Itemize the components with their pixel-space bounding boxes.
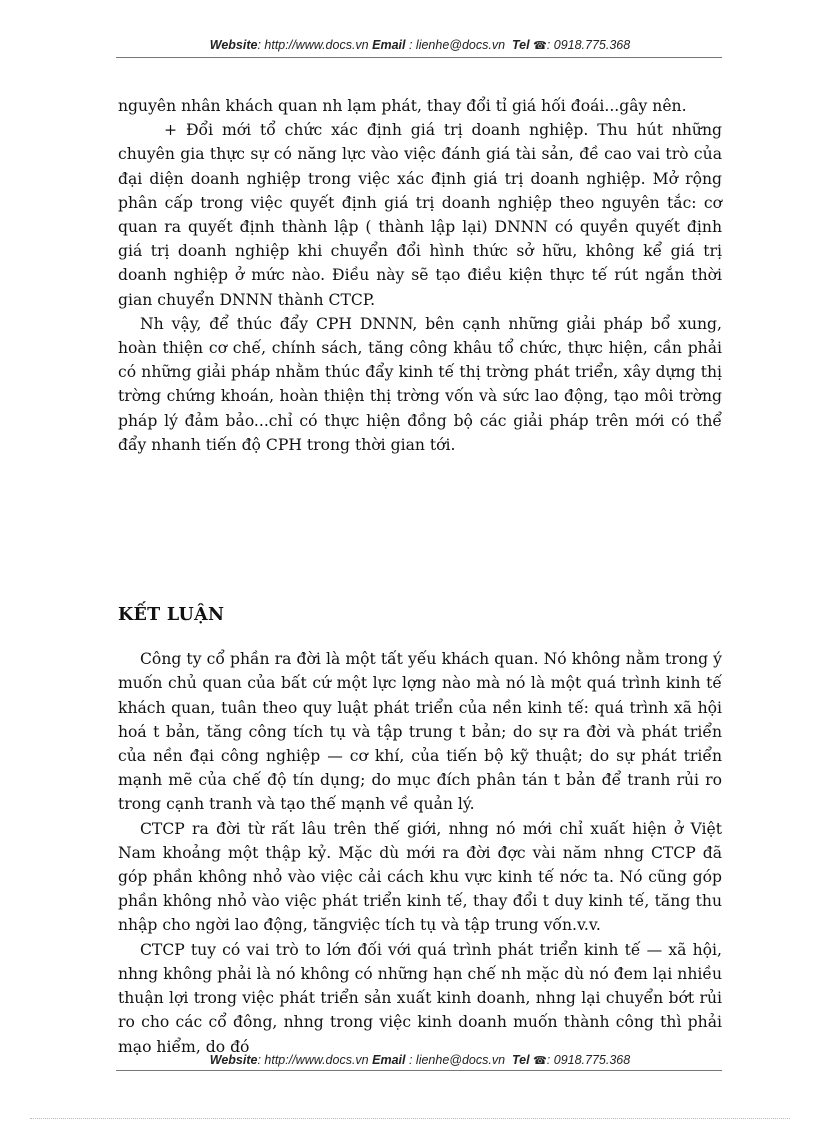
page-edge-dotted-line <box>30 1118 790 1119</box>
section-gap <box>118 457 722 603</box>
page-header <box>118 38 722 52</box>
page-footer <box>118 1053 722 1067</box>
footer-email-value: : lienhe@docs.vn <box>408 1053 506 1067</box>
conclusion-title: KẾT LUẬN <box>118 605 225 626</box>
footer-rule <box>116 1070 722 1071</box>
footer-tel-label: Tel <box>512 1053 530 1067</box>
header-rule <box>116 57 722 58</box>
paragraph-5: CTCP ra đời từ rất lâu trên thế giới, nhng nó mới chỉ xuất hiện ở Việt Nam khoảng một thập kỷ. Mặc dù mới ra đời đợc vài năm nhng CTCP đã góp phần không nhỏ vào việc cải cách khu vực kinh tế nớc ta. Nó cũng góp phần không nhỏ vào việc phát triển kinh tế, thay đổi t duy kinh tế, tăng thu nhập cho ngời lao động, tăngviệc tích tụ và tập trung vốn.v.v. <box>118 819 722 935</box>
footer-website-label: Website <box>209 1053 258 1067</box>
document-body <box>118 94 722 1059</box>
email-label: Email <box>372 38 406 52</box>
tel-value: : 0918.775.368 <box>546 38 631 52</box>
phone-icon: ☎ <box>533 40 547 52</box>
email-value: : lienhe@docs.vn <box>408 38 506 52</box>
paragraph-2: + Đổi mới tổ chức xác định giá trị doanh nghiệp. Thu hút những chuyên gia thực sự có năng lực vào việc đánh giá tài sản, đề cao vai trò của đại diện doanh nghiệp trong việc xác định giá trị doanh nghiệp. Mở rộng phân cấp trong việc quyết định giá trị doanh nghiệp theo nguyên tắc: cơ quan ra quyết định thành lập ( thành lập lại) DNNN có quyền quyết định giá trị doanh nghiệp khi chuyển đổi hình thức sở hữu, không kể giá trị doanh nghiệp ở mức nào. Điều này sẽ tạo điều kiện thực tế rút ngắn thời gian chuyển DNNN thành CTCP. <box>118 121 722 309</box>
tel-label: Tel <box>512 38 530 52</box>
paragraph-4: Công ty cổ phần ra đời là một tất yếu khách quan. Nó không nằm trong ý muốn chủ quan của bất cứ một lực lợng nào mà nó là một quá trình kinh tế khách quan, tuân theo quy luật phát triển của nền kinh tế: quá trình xã hội hoá t bản, tăng công tích tụ và tập trung t bản; do sự ra đời và phát triển của nền đại công nghiệp — cơ khí, của tiến bộ kỹ thuật; do sự phát triển mạnh mẽ của chế độ tín dụng; do mục đích phân tán t bản để tranh rủi ro trong cạnh tranh và tạo thế mạnh về quản lý. <box>118 650 722 814</box>
paragraph-1: nguyên nhân khách quan nh lạm phát, thay đổi tỉ giá hối đoái...gây nên. <box>118 97 687 115</box>
footer-phone-icon: ☎ <box>533 1055 547 1067</box>
footer-tel-value: : 0918.775.368 <box>546 1053 631 1067</box>
paragraph-3: Nh vậy, để thúc đẩy CPH DNNN, bên cạnh những giải pháp bổ xung, hoàn thiện cơ chế, chính sách, tăng công khâu tổ chức, thực hiện, cần phải có những giải pháp nhằm thúc đẩy kinh tế thị trờng phát triển, xây dựng thị trờng chứng khoán, hoàn thiện thị trờng vốn và sức lao động, tạo môi trờng pháp lý đảm bảo...chỉ có thực hiện đồng bộ các giải pháp trên mới có thể đẩy nhanh tiến độ CPH trong thời gian tới. <box>118 314 722 454</box>
website-value: : http://www.docs.vn <box>257 38 369 52</box>
paragraph-6: CTCP tuy có vai trò to lớn đối với quá trình phát triển kinh tế — xã hội, nhng không phải là nó không có những hạn chế nh mặc dù nó đem lại nhiều thuận lợi trong việc phát triển sản xuất kinh doanh, nhng lại chuyển bớt rủi ro cho các cổ đông, nhng trong việc kinh doanh muốn thành công thì phải mạo hiểm, do đó <box>118 940 722 1056</box>
footer-email-label: Email <box>372 1053 406 1067</box>
website-label: Website <box>209 38 258 52</box>
footer-website-value: : http://www.docs.vn <box>257 1053 369 1067</box>
